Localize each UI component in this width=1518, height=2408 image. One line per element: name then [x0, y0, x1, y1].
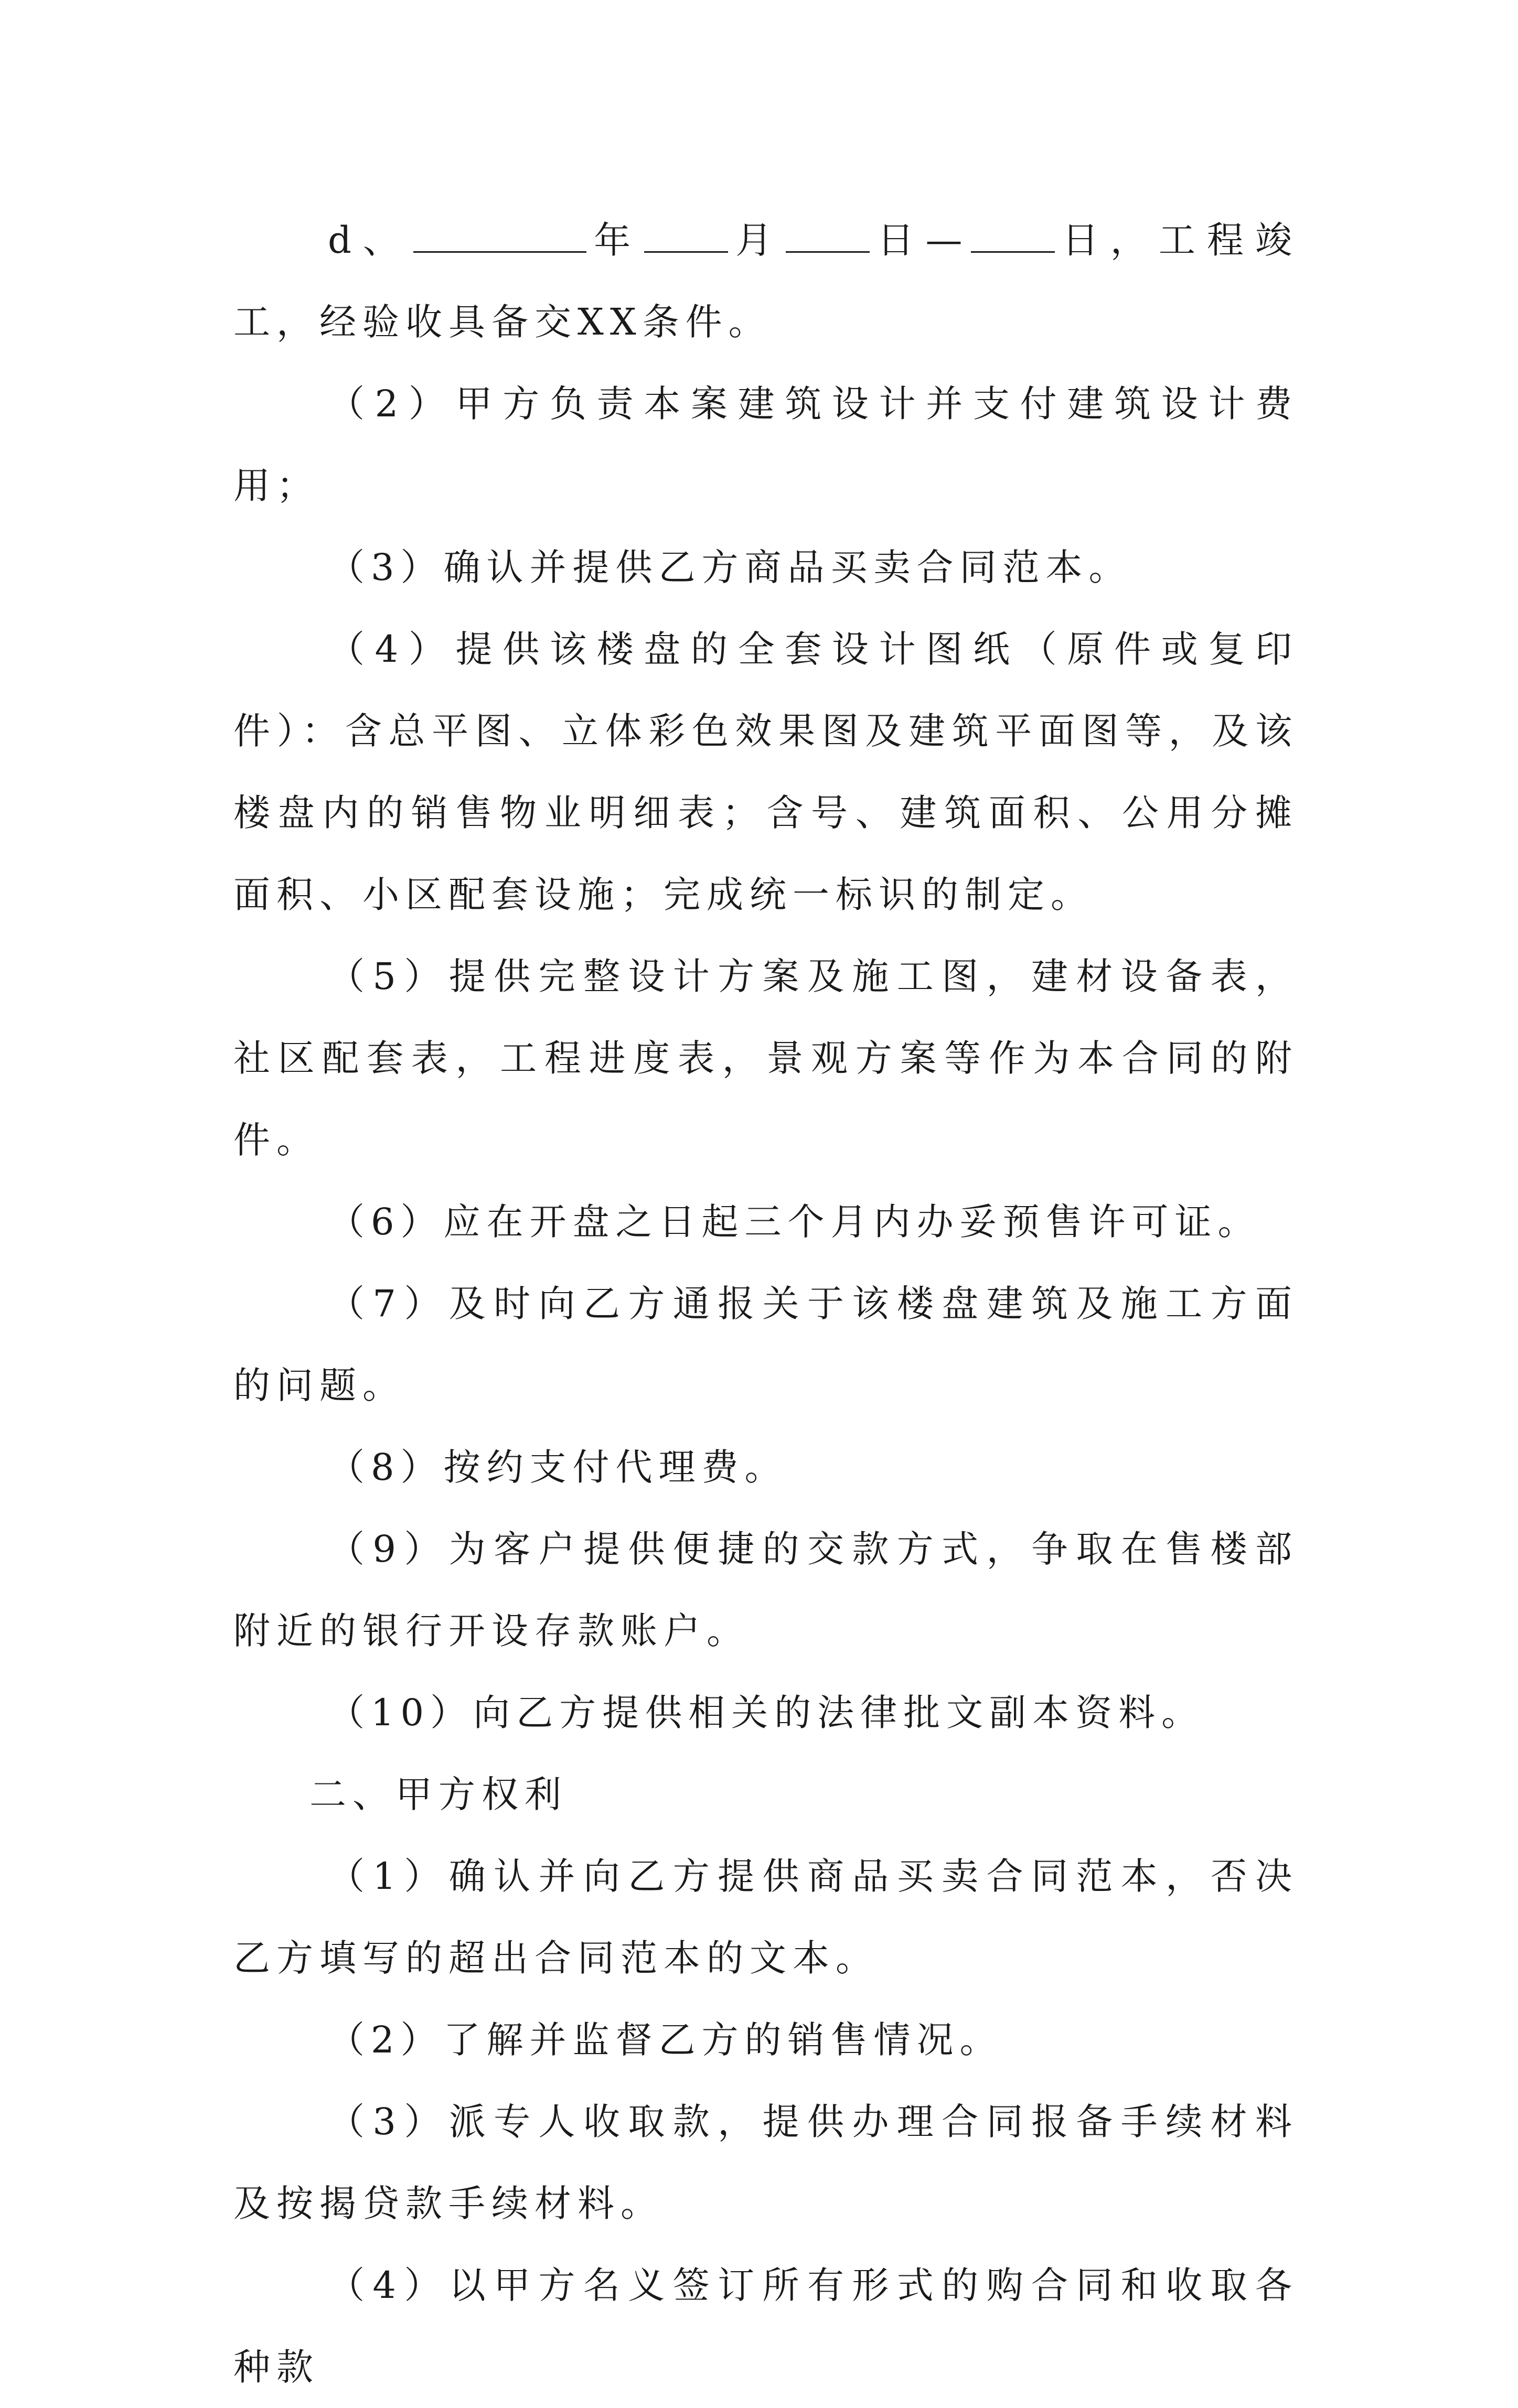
blank-day-start-field	[786, 220, 870, 253]
paragraph-obligation-5: （5）提供完整设计方案及施工图，建材设备表，社区配套表，工程进度表，景观方案等作为本合同的附件。	[233, 955, 1298, 1162]
paragraph-obligation-2: （2）甲方负责本案建筑设计并支付建筑设计费用；	[233, 382, 1298, 507]
document-body	[233, 199, 1298, 2408]
day-range-label: 日—	[872, 219, 969, 262]
paragraph-right-2: （2）了解并监督乙方的销售情况。	[328, 2018, 1003, 2061]
paragraph-right-1: （1）确认并向乙方提供商品买卖合同范本，否决乙方填写的超出合同范本的文本。	[233, 1855, 1298, 1980]
paragraph-right-3: （3）派专人收取款，提供办理合同报备手续材料及按揭贷款手续材料。	[233, 2100, 1298, 2225]
paragraph-obligation-9: （9）为客户提供便捷的交款方式，争取在售楼部附近的银行开设存款账户。	[233, 1528, 1298, 1652]
paragraph-obligation-10: （10）向乙方提供相关的法律批文副本资料。	[328, 1691, 1205, 1734]
paragraph-obligation-3: （3）确认并提供乙方商品买卖合同范本。	[328, 546, 1132, 589]
blank-year-field	[413, 220, 586, 253]
month-label: 月	[730, 219, 784, 262]
blank-month-field	[644, 220, 728, 253]
paragraph-obligation-6: （6）应在开盘之日起三个月内办妥预售许可证。	[328, 1200, 1261, 1243]
blank-day-end-field	[971, 220, 1055, 253]
paragraph-right-4: （4）以甲方名义签订所有形式的购合同和收取各种款	[233, 2264, 1298, 2389]
completion-text: 日，工程竣工，经验收具备交XX条件。	[233, 219, 1299, 343]
paragraph-obligation-8: （8）按约支付代理费。	[328, 1446, 788, 1489]
paragraph-obligation-4: （4）提供该楼盘的全套设计图纸（原件或复印件）：含总平图、立体彩色效果图及建筑平面图等，及该楼盘内的销售物业明细表；含号、建筑面积、公用分摊面积、小区配套设施；完成统一标识的制定。	[233, 628, 1298, 916]
paragraph-completion-date	[233, 199, 1298, 363]
year-label: 年	[589, 219, 643, 262]
section-heading: 二、甲方权利	[309, 1773, 568, 1816]
paragraph-obligation-7: （7）及时向乙方通报关于该楼盘建筑及施工方面的问题。	[233, 1282, 1298, 1407]
item-prefix: d、	[328, 219, 411, 262]
